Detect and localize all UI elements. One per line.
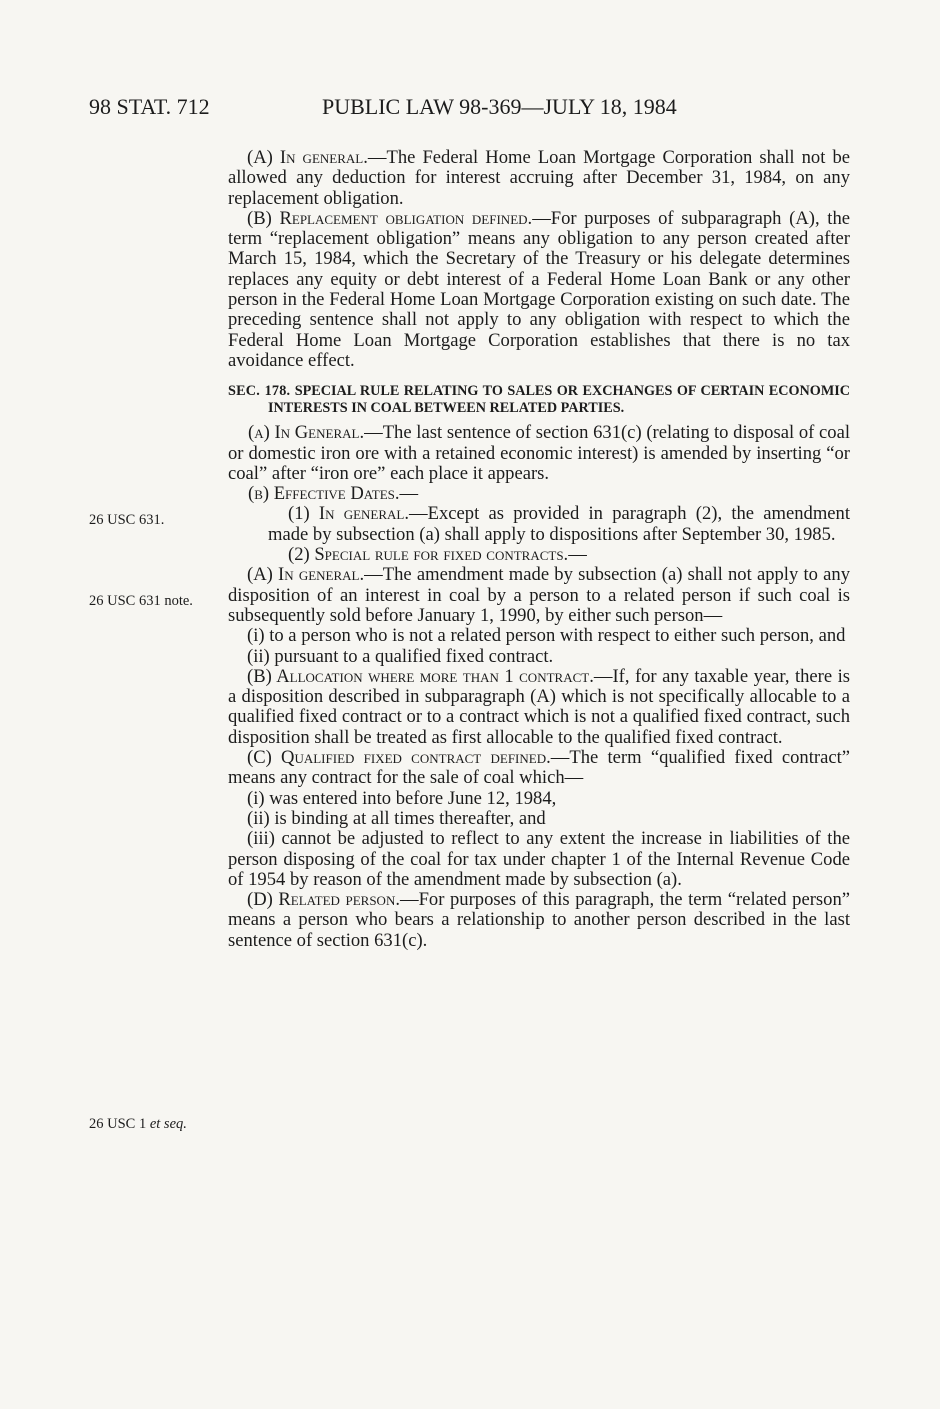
section-title: SPECIAL RULE RELATING TO SALES OR EXCHANGES OF CERTAIN ECONOMIC INTERESTS IN COAL BETWEEN RELATED PARTIES. xyxy=(268,383,850,417)
text-subsection-b: — xyxy=(399,483,419,505)
heading-subsection-b: (b) Effective Dates. xyxy=(248,483,400,505)
heading-a-general: (A) In general. xyxy=(247,147,368,168)
margin-note-631-note: 26 USC 631 note. xyxy=(89,593,193,609)
clause-b2C-i: (i) was entered into before June 12, 1984, xyxy=(247,787,557,809)
heading-b2D: (D) Related person. xyxy=(247,889,400,911)
paragraph-b-replacement xyxy=(228,209,850,371)
text-b2B: —If, for any taxable year, there is a disposition described in subparagraph (A) which is not specifically allocable to a qualified fixed contract or to a contract which is not a qualified fixed contract, such disposition shall be treated as first allocable to the qualified fixed contract. xyxy=(228,665,850,748)
text-b2: — xyxy=(568,544,587,566)
paragraph-b2B xyxy=(228,667,850,748)
text-b2C: —The term “qualified fixed contract” means any contract for the sale of coal which— xyxy=(228,747,850,789)
heading-b2A: (A) In general. xyxy=(247,564,365,586)
heading-b-replacement: (B) Replacement obligation defined. xyxy=(247,207,533,229)
section-178-heading xyxy=(228,383,850,417)
heading-b2C: (C) Qualified fixed contract defined. xyxy=(247,747,551,769)
text-b1: —Except as provided in paragraph (2), the amendment made by subsection (a) shall apply to dispositions after September 30, 1985. xyxy=(268,503,850,545)
clause-b2C-ii: (ii) is binding at all times thereafter, and xyxy=(247,807,546,829)
text-b2D: —For purposes of this paragraph, the term “related person” means a person who bears a relationship to another person described in the last sentence of section 631(c). xyxy=(228,889,850,951)
margin-note-631: 26 USC 631. xyxy=(89,512,165,528)
page-number-header: 98 STAT. 712 xyxy=(89,94,210,119)
paragraph-b2A xyxy=(228,565,850,626)
text-b2A: —The amendment made by subsection (a) shall not apply to any disposition of an interest in coal by a person to a related person if such coal is subsequently sold before January 1, 1990, by either such person— xyxy=(228,564,851,626)
margin-note-usc-1-text: 26 USC 1 xyxy=(89,1116,147,1132)
clause-b2A-i: (i) to a person who is not a related person with respect to either such person, and xyxy=(247,625,846,647)
paragraph-b2 xyxy=(268,545,850,565)
clause-b2A-ii: (ii) pursuant to a qualified fixed contract. xyxy=(247,645,554,667)
statute-body xyxy=(228,148,850,951)
running-title: PUBLIC LAW 98-369—JULY 18, 1984 xyxy=(322,94,677,119)
section-number: SEC. 178. xyxy=(228,383,291,400)
text-b-replacement: —For purposes of subparagraph (A), the term “replacement obligation” means any obligation to any person created after March 15, 1984, which the Secretary of the Treasury or his delegate determines replaces any equity or debt interest of a Federal Home Loan Bank or any other person in the Federal Home Loan Mortgage Corporation existing on such date. The preceding sentence shall not apply to any obligation with respect to which the Federal Home Loan Mortgage Corporation establishes that there is no tax avoidance effect. xyxy=(228,207,851,371)
clause-b2C-iii: (iii) cannot be adjusted to reflect to any extent the increase in liabilities of the person disposing of the coal for tax under chapter 1 of the Internal Revenue Code of 1954 by reason of the amendment made by subsection (a). xyxy=(228,828,850,890)
paragraph-a-general xyxy=(228,148,850,209)
paragraph-b1 xyxy=(268,504,850,545)
heading-b2: (2) Special rule for fixed contracts. xyxy=(288,544,569,566)
paragraph-b2C xyxy=(228,748,850,789)
heading-b1: (1) In general. xyxy=(288,503,410,525)
heading-subsection-a: (a) In General. xyxy=(248,422,365,444)
subsection-b xyxy=(228,484,850,504)
margin-note-et-seq: et seq. xyxy=(149,1116,187,1132)
margin-note-usc-1 xyxy=(89,1116,187,1133)
paragraph-b2D xyxy=(228,890,850,951)
text-a-general: —The Federal Home Loan Mortgage Corporation shall not be allowed any deduction for interest accruing after December 31, 1984, on any replacement obligation. xyxy=(228,147,851,209)
text-subsection-a: —The last sentence of section 631(c) (relating to disposal of coal or domestic iron ore with a retained economic interest) is amended by inserting “or coal” after “iron ore” each place it appears. xyxy=(228,422,850,484)
subsection-a xyxy=(228,423,850,484)
heading-b2B: (B) Allocation where more than 1 contract. xyxy=(247,665,594,687)
